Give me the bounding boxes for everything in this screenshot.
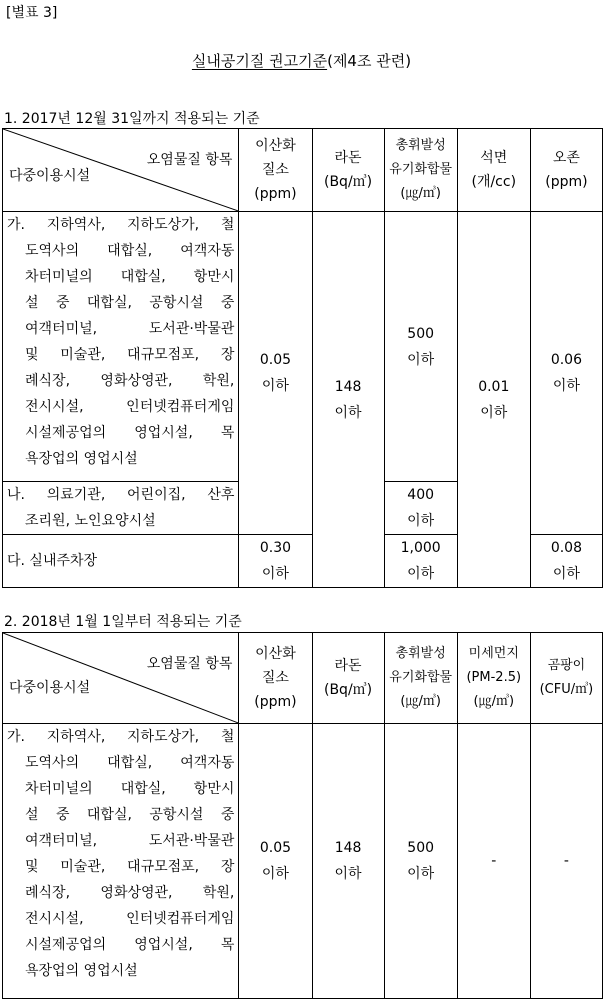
header-vocs: 총휘발성 유기화합물 (㎍/㎥) (384, 129, 457, 212)
value-pm25: - (457, 724, 530, 999)
document-title (0, 50, 603, 71)
corner-facility-label: 다중이용시설 (9, 168, 91, 184)
value-no2: 0.05 이하 (239, 724, 312, 999)
value-ozone-da: 0.08 이하 (530, 535, 602, 588)
facility-row-da: 다. 실내주차장 (3, 535, 239, 588)
section-1-table (2, 128, 603, 588)
value-radon-shared: 148 이하 (312, 212, 384, 588)
corner-pollutant-label: 오염물질 항목 (146, 152, 233, 168)
value-vocs-na: 400 이하 (384, 482, 457, 535)
value-no2-da: 0.30 이하 (239, 535, 312, 588)
value-mold: - (530, 724, 602, 999)
header-vocs: 총휘발성 유기화합물 (㎍/㎥) (384, 633, 457, 724)
header-mold: 곰팡이 (CFU/㎥) (530, 633, 602, 724)
facility-row-na: 나. 의료기관, 어린이집, 산후 조리원, 노인요양시설 (3, 482, 239, 535)
annex-label: [별표 3] (6, 5, 58, 21)
section-2-corner-header (3, 633, 239, 724)
section-2-title: 2. 2018년 1월 1일부터 적용되는 기준 (4, 614, 242, 630)
value-vocs-da: 1,000 이하 (384, 535, 457, 588)
header-asbestos: 석면 (개/cc) (457, 129, 530, 212)
value-vocs: 500 이하 (384, 724, 457, 999)
value-ozone-shared: 0.06 이하 (530, 212, 602, 535)
value-radon: 148 이하 (312, 724, 384, 999)
section-1-title: 1. 2017년 12월 31일까지 적용되는 기준 (4, 111, 260, 127)
document-title-suffix: (제4조 관련) (327, 52, 412, 70)
value-no2-shared: 0.05 이하 (239, 212, 312, 535)
header-radon: 라돈 (Bq/㎥) (312, 633, 384, 724)
header-pm25: 미세먼지 (PM-2.5) (㎍/㎥) (457, 633, 530, 724)
value-asbestos-shared: 0.01 이하 (457, 212, 530, 588)
section-1-corner-header (3, 129, 239, 212)
value-vocs-ga: 500 이하 (384, 212, 457, 482)
document-title-main: 실내공기질 권고기준 (191, 52, 328, 70)
facility-row-ga: 가. 지하역사, 지하도상가, 철 도역사의 대합실, 여객자동 차터미널의 대합실, 항만시 설 중 대합실, 공항시설 중 여객터미널, 도서관·박물관 및 미술관, 대규모점포, 장 례식장, 영화상영관, 학원, 전시시설, 인터넷컴퓨터게임 시설제공업의 영업시설, 목 욕장업의 영업시설 (3, 724, 239, 999)
header-no2: 이산화 질소 (ppm) (239, 129, 312, 212)
header-ozone: 오존 (ppm) (530, 129, 602, 212)
corner-pollutant-label: 오염물질 항목 (146, 656, 233, 672)
section-2-table (2, 632, 603, 999)
facility-row-ga: 가. 지하역사, 지하도상가, 철 도역사의 대합실, 여객자동 차터미널의 대합실, 항만시 설 중 대합실, 공항시설 중 여객터미널, 도서관·박물관 및 미술관, 대규모점포, 장 례식장, 영화상영관, 학원, 전시시설, 인터넷컴퓨터게임 시설제공업의 영업시설, 목 욕장업의 영업시설 (3, 212, 239, 482)
header-no2: 이산화 질소 (ppm) (239, 633, 312, 724)
corner-facility-label: 다중이용시설 (9, 680, 91, 696)
header-radon: 라돈 (Bq/㎥) (312, 129, 384, 212)
